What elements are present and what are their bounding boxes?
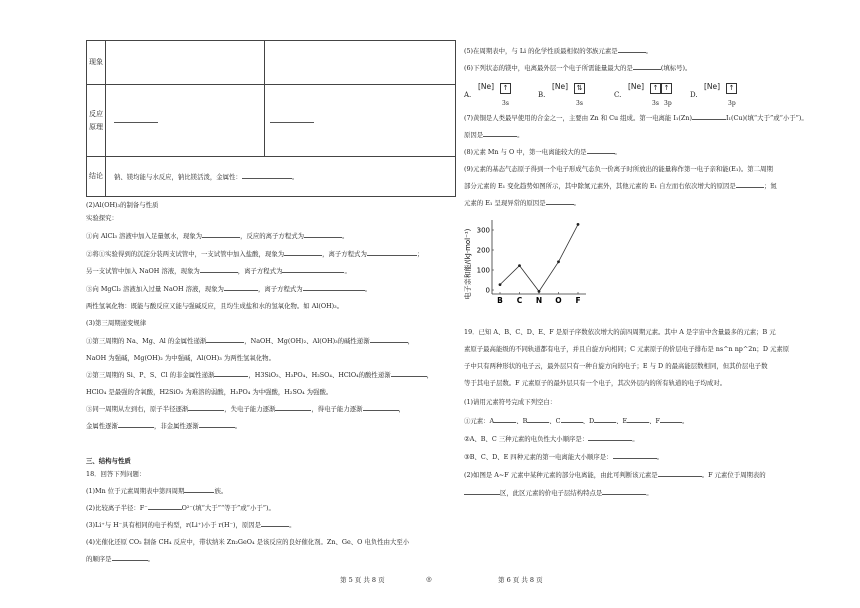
table-row (87, 157, 456, 197)
row-head-principle: 反应原理 (87, 85, 106, 157)
line-text: ，离子方程式为 (322, 250, 367, 258)
line: 19．已知 A、B、C、D、E、F 是原子序数依次增大的前四周期元素。其中 A 是宇宙中含量最多的元素；B 元 (464, 328, 776, 336)
electron-affinity-chart (464, 214, 594, 314)
y-tick-label: 300 (476, 226, 490, 235)
line-text: ③向 MgCl₂ 溶液加入过量 NaOH 溶液，现象为 (86, 285, 224, 293)
conclusion-text: 钠、镁均能与水反应，钠比镁活泼，金属性： (114, 173, 242, 181)
line: 另一支试管中加入 NaOH 溶液，现象为 ，离子方程式为 。 (86, 267, 351, 275)
line: ②第三周期的 Si、P、S、Cl 的非金属性递渐 ，H3SiO₃、H₃PO₄、H₂SO₄、HClO₄的酸性递渐 ， (86, 371, 433, 379)
blank-line (660, 422, 682, 423)
blank-line (692, 119, 726, 120)
line-text: ，得电子能力逐渐 (311, 405, 363, 413)
line-text: (填标号)。 (660, 64, 692, 72)
line-text: ，反应的离子方程式为 (240, 232, 304, 240)
blank-line (206, 342, 244, 343)
data-point (577, 223, 580, 226)
line-text: 部分元素的 E₁ 变化趋势如图所示，其中除氮元素外，其他元素的 E₁ 自左而右依次增大的原因是 (464, 182, 736, 190)
line-text: (3)Li⁺与 H⁻具有相同的电子构型，r(Li⁺)小于 r(H⁻)，原因是 (86, 521, 262, 529)
blank-line (587, 153, 615, 154)
line-text: ，失电子能力逐渐 (224, 405, 276, 413)
line-text: 的顺序是 (86, 555, 112, 563)
choice-label: A. (464, 91, 472, 99)
y-tick-label: 100 (476, 266, 490, 275)
center-mark: ◎ (426, 575, 432, 583)
blank-line (494, 422, 516, 423)
line: NaOH 为强碱，Mg(OH)₂ 为中强碱，Al(OH)₃ 为两性氢氧化物。 (86, 354, 275, 362)
line: ①第三周期的 Na、Mg、Al 的金属性递渐 ，NaOH、Mg(OH)₂、Al(OH)₃的碱性递渐 ， (86, 337, 414, 345)
blank-line (363, 410, 399, 411)
line: ③向 MgCl₂ 溶液加入过量 NaOH 溶液，现象为 ，离子方程式为 。 (86, 285, 372, 293)
line: (3)Li⁺与 H⁻具有相同的电子构型，r(Li⁺)小于 r(H⁻)，原因是 。 (86, 521, 296, 529)
line-text: ②第三周期的 Si、P、S、Cl 的非金属性递渐 (86, 371, 215, 379)
data-point (538, 290, 541, 293)
line-text: ，H3SiO₃、H₃PO₄、H₂SO₄、HClO₄的酸性递渐 (248, 371, 391, 379)
line: (3)第三周期递变规律 (86, 319, 147, 327)
blank-line (202, 237, 240, 238)
data-point (518, 264, 521, 267)
experiment-table (86, 40, 456, 197)
plot-area (477, 220, 586, 305)
line: ②A、B、C 三种元素的电负性大小顺序是： 。 (464, 435, 639, 443)
orbital-label: 3s (502, 100, 509, 107)
blank-line (367, 255, 417, 256)
orbital-box: ↑ (500, 83, 511, 94)
line: 原因是 。 (464, 131, 524, 139)
line-text: (1)Mn 位于元素周期表中第四周期 (86, 487, 185, 495)
blank-line (282, 272, 344, 273)
orbital-label: 3s (576, 100, 583, 107)
blank-line (527, 422, 549, 423)
data-point (557, 260, 560, 263)
line (86, 487, 227, 495)
blank-line (546, 204, 574, 205)
choice-label: B. (538, 91, 546, 99)
y-axis-label: 电子亲和能/(kJ·mol⁻¹) (464, 228, 472, 300)
blank-line (303, 290, 365, 291)
blank-line (602, 494, 646, 495)
x-tick-label: O (555, 296, 562, 305)
line: (5)在周期表中，与 Li 的化学性质最相似的邻族元素是 。 (464, 47, 652, 55)
blank-line (214, 376, 248, 377)
orbital-box: ↑ (650, 83, 661, 94)
blank-line (224, 290, 258, 291)
line-text: ③同一周期从左到右，原子半径逐渐 (86, 405, 189, 413)
table-cell (106, 85, 265, 157)
line-text: 区，此区元素的价电子层结构特点是 (500, 489, 603, 497)
blank-line (184, 492, 214, 493)
page-number-right: 第 6 页 共 8 页 (498, 576, 543, 584)
line-text: 。F 元素位于周期表的 (701, 471, 766, 479)
series-line (500, 224, 578, 291)
table-row (87, 85, 456, 157)
row-head-phenomenon: 现象 (87, 41, 106, 85)
ne-core: [Ne] (628, 82, 645, 91)
y-tick-label: 200 (476, 246, 490, 255)
line-text: ①第三周期的 Na、Mg、Al 的金属性递渐 (86, 337, 207, 345)
ne-core: [Ne] (552, 82, 569, 91)
line (464, 114, 808, 122)
line: (4)光催化还原 CO₂ 制备 CH₄ 反应中，带状纳米 Zn₂GeO₄ 是该反应的良好催化剂。Zn、Ge、O 电负性由大至小 (86, 538, 410, 546)
line: 两性氢氧化物：既能与酸反应又能与强碱反应，且均生成盐和水的氢氧化物。如 Al(OH)₃。 (86, 302, 344, 310)
line: (9)元素的基态气态原子得到一个电子形成气态负一价离子时所放出的能量称作第一电子亲和能(E₁)。第二周期 (464, 165, 773, 173)
line-text: ③B、C、D、E 四种元素的第一电离能大小顺序是： (464, 453, 613, 461)
ne-core: [Ne] (704, 82, 721, 91)
x-tick-label: F (575, 296, 581, 305)
ne-core: [Ne] (478, 82, 495, 91)
blank-line (736, 187, 764, 188)
line-text: 原因是 (464, 131, 484, 139)
line (464, 64, 691, 72)
line: ①向 AlCl₃ 溶液中加入足量氨水，现象为 ，反应的离子方程式为 。 (86, 232, 349, 240)
line: ①元素：A 、B 、C 、D 、E 、F 。 (464, 417, 689, 425)
orbital-box: ↑ (661, 83, 672, 94)
line: ③B、C、D、E 四种元素的第一电离能大小顺序是： 。 (464, 453, 663, 461)
line: 实验探究： (86, 214, 118, 222)
line (86, 504, 275, 512)
row-head-conclusion: 结论 (87, 157, 106, 197)
line-text: I₁(Cu)(填“大于”或“小于”)。 (725, 114, 808, 122)
line: HClO₄ 是最强的含氧酸，H2SiO₃ 为难溶的弱酸，H₃PO₄ 为中强酸，H₂SO₄ 为强酸。 (86, 388, 333, 396)
blank-line (188, 410, 224, 411)
orbital-box: ⇅ (574, 83, 585, 94)
line: ②将①实验得到的沉淀分装两支试管中，一支试管中加入盐酸，现象为 ，离子方程式为 ； (86, 250, 424, 258)
orbital-box: ↑ (726, 83, 737, 94)
blank-line (148, 509, 182, 510)
blank-line (633, 69, 661, 70)
line-text: ；氮 (763, 182, 777, 190)
blank-line (118, 427, 154, 428)
table-row (87, 41, 456, 85)
line: 的顺序是 。 (86, 555, 154, 563)
line: 等于其电子层数。F 元素原子的最外层只有一个电子，其次外层内的所有轨道的电子均成对。 (464, 379, 727, 387)
line (464, 471, 766, 479)
blank-line (200, 272, 238, 273)
blank-line (114, 122, 158, 123)
blank-line (304, 237, 342, 238)
line-text: (6)下列状态的镁中，电离最外层一个电子所需能量最大的是 (464, 64, 633, 72)
blank-line (588, 440, 632, 441)
blank-line (275, 410, 311, 411)
line-text: 另一支试管中加入 NaOH 溶液，现象为 (86, 267, 200, 275)
line-text: O²⁻(填“大于”“等于”或“小于”)。 (181, 504, 275, 512)
line: (2)Al(OH)₃的制备与性质 (86, 201, 159, 209)
blank-line (391, 376, 427, 377)
blank-line (464, 494, 500, 495)
line-text: (2)比较离子半径：F⁻ (86, 504, 148, 512)
line: (1)请用元素符号完成下列空白： (464, 398, 557, 406)
data-point (499, 283, 502, 286)
blank-line (658, 476, 702, 477)
choice-a (464, 80, 544, 108)
blank-line (112, 560, 148, 561)
blank-line (270, 122, 314, 123)
table-cell: 钠、镁均能与水反应，钠比镁活泼，金属性： 。 (106, 157, 456, 197)
blank-line (242, 178, 292, 179)
choice-label: C. (614, 91, 622, 99)
table-cell (265, 85, 456, 157)
blank-line (199, 427, 235, 428)
x-tick-label: B (497, 296, 503, 305)
blank-line (284, 255, 322, 256)
x-tick-label: N (535, 296, 543, 305)
line: (8)元素 Mn 与 O 中，第一电离能较大的是 。 (464, 148, 621, 156)
orbital-label: 3s (652, 100, 659, 107)
line-text: (5)在周期表中，与 Li 的化学性质最相似的邻族元素是 (464, 47, 618, 55)
line-text: ②将①实验得到的沉淀分装两支试管中，一支试管中加入盐酸，现象为 (86, 250, 285, 258)
line-text: (2)如图是 A~F 元素中某种元素的部分电离能，由此可判断该元素是 (464, 471, 658, 479)
blank-line (483, 136, 517, 137)
line-text: ，离子方程式为 (237, 267, 283, 275)
x-tick-label: C (516, 296, 523, 305)
table-cell (265, 41, 456, 85)
blank-line (370, 342, 408, 343)
page-number-left: 第 5 页 共 8 页 (340, 576, 385, 584)
blank-line (627, 422, 649, 423)
line-text: ，非金属性逐渐 (153, 422, 199, 430)
choice-d (690, 80, 770, 108)
y-tick-label: 0 (485, 286, 490, 295)
choice-label: D. (690, 91, 698, 99)
line: 子中只有两种形状的电子云，最外层只有一种自旋方向的电子；E 与 D 的最高能层数相同，但其价层电子数 (464, 362, 768, 370)
line-text: 元素的 E₁ 呈现异常的原因是 (464, 199, 546, 207)
line-text: (7)黄铜是人类最早使用的合金之一，主要由 Zn 和 Cu 组成。第一电离能 I₁(Zn) (464, 114, 692, 122)
line-text: ，离子方程式为 (257, 285, 303, 293)
blank-line (561, 422, 583, 423)
line: 金属性逐渐 ，非金属性逐渐 。 (86, 422, 242, 430)
line-text: ①元素：A (464, 417, 495, 425)
blank-line (613, 458, 657, 459)
line-text: ②A、B、C 三种元素的电负性大小顺序是： (464, 435, 589, 443)
orbital-label: 3p (664, 100, 672, 107)
line: 元素的 E₁ 呈现异常的原因是 。 (464, 199, 580, 207)
blank-line (618, 52, 646, 53)
line-text: (8)元素 Mn 与 O 中，第一电离能较大的是 (464, 148, 587, 156)
table-cell (106, 41, 265, 85)
line-text: ，NaOH、Mg(OH)₂、Al(OH)₃的碱性递渐 (244, 337, 370, 345)
line: 区，此区元素的价电子层结构特点是 。 (464, 489, 653, 497)
blank-line (594, 422, 616, 423)
line-text: ①向 AlCl₃ 溶液中加入足量氨水，现象为 (86, 232, 203, 240)
choice-b (538, 80, 618, 108)
blank-line (261, 526, 289, 527)
orbital-label: 3p (728, 100, 736, 107)
line: ③同一周期从左到右，原子半径逐渐 ，失电子能力逐渐 ，得电子能力逐渐 ， (86, 405, 405, 413)
line-text: 金属性逐渐 (86, 422, 118, 430)
line: 素原子最高能级的不同轨道都有电子，并且自旋方向相同；C 元素原子的价层电子排布是 ns^n np^2n；D 元素原 (464, 345, 790, 353)
line (464, 182, 777, 190)
line-text: 族。 (214, 487, 228, 495)
question-title: 18．回答下列问题： (86, 470, 146, 478)
section-heading: 三、结构与性质 (86, 457, 131, 465)
